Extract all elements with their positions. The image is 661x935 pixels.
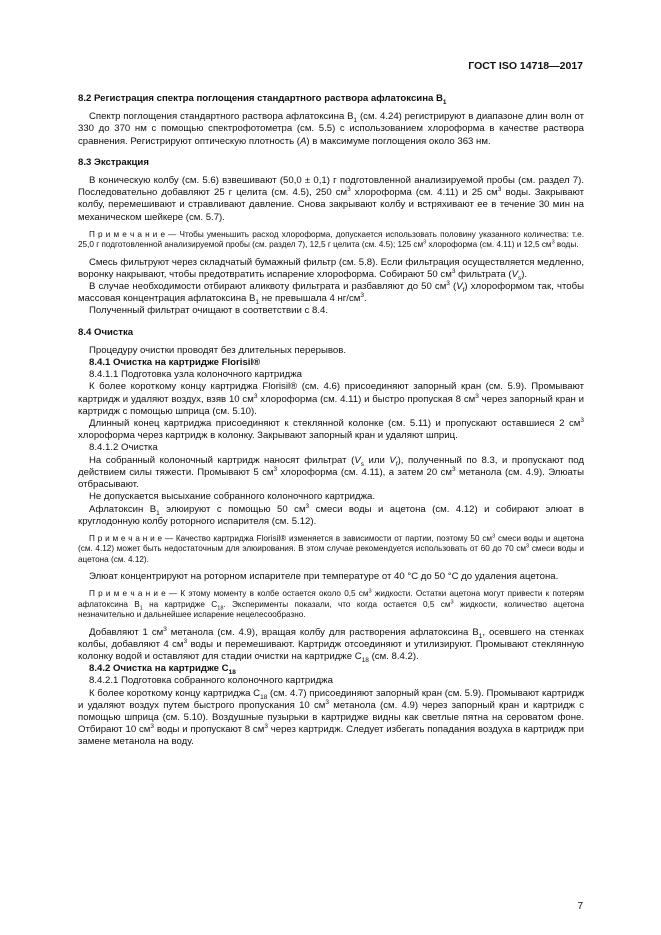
section-8-4-1-2-paragraph-1: На собранный колоночный картридж наносят фильтрат ($V_s$ или $V_f$), полученный по 8.3, и пропускают под действием силы тяжести. Промывают 5 $см^3$ хлороформа (см. 4.11), а затем 20 $см^3$ метанола (см. 4.9). Элюаты отбрасывают. bbox=[78, 454, 584, 491]
section-8-2-title: 8.2 Регистрация спектра поглощения стандартного раствора афлатоксина $B_1$ bbox=[78, 93, 447, 106]
section-8-4-2-1-title: 8.4.2.1 Подготовка собранного колоночного картриджа bbox=[89, 675, 333, 687]
section-8-2-paragraph: Спектр поглощения стандартного раствора афлатоксина $B_1$ (см. 4.24) регистрируют в диапазоне длин волн от 330 до 370 нм с помощью спектрофотометра (см. 5.5) с использованием хлороформа в качестве раствора сравнения. Регистрируют оптическую плотность (A) в максимуме поглощения около 363 нм. bbox=[78, 111, 584, 147]
section-8-4-1-2-note-1: П р и м е ч а н и е — Качество картриджа Florisil® изменяется в зависимости от партии, поэтому 50 $см^3$ смеси воды и ацетона (см. 4.12) может быть недостаточным для элюирования. В этом случае рекомендуется использовать от 60 до 70 $см^3$ смеси воды и ацетона (см. 4.12). bbox=[78, 533, 584, 564]
section-8-4-1-2-paragraph-4: Элюат концентрируют на роторном испарителе при температуре от 40 °C до 50 °C до удаления ацетона. bbox=[89, 571, 559, 583]
section-8-4-1-2-title: 8.4.1.2 Очистка bbox=[89, 442, 158, 454]
section-8-4-1-2-paragraph-3: Афлатоксин $B_1$ элюируют с помощью 50 $см^3$ смеси воды и ацетона (см. 4.12) и собирают элюат в круглодонную колбу роторного испарителя (см. 5.12). bbox=[78, 502, 585, 527]
section-8-3-paragraph-3: В случае необходимости отбирают аликвоту фильтрата и разбавляют до 50 $см^3$ $(V_f)$ хлороформом так, чтобы массовая концентрация афлатоксина $B_1$ не превышала 4 $нг/см^3$. bbox=[78, 279, 584, 307]
section-8-4-title: 8.4 Очистка bbox=[78, 326, 134, 338]
section-8-4-1-1-paragraph-1: К более короткому концу картриджа Florisil® (см. 4.6) присоединяют запорный кран (см. 5.9). Промывают картридж и удаляют воздух, взяв 10 $см^3$ хлороформа (см. 4.11) и быстро пропуская 8 $см^3$ через запорный кран и картридж с помощью шприца (см. 5.10). bbox=[78, 381, 584, 417]
section-8-3-paragraph-2: Смесь фильтруют через складчатый бумажный фильтр (см. 5.8). Если фильтрация осуществляется медленно, воронку накрывают, чтобы предотвратить испарение хлороформа. Собирают 50 $см^3$ фильтрата $(V_s)$. bbox=[78, 256, 584, 282]
section-8-4-1-2-note-2: П р и м е ч а н и е — К этому моменту в колбе остается около 0,5 $см^3$ жидкости. Остатки ацетона могут привести к потерям афлатоксина $B_1$ на картридже $C_{18}$. Эксперименты показали, что когда остается 0,5 $см^3$ жидкости, количество ацетона незначительно и дальнейшее испарение нецелесообразно. bbox=[78, 588, 585, 620]
section-8-4-1-title: 8.4.1 Очистка на картридже Florisil® bbox=[89, 357, 261, 369]
section-8-4-2-1-paragraph-1: К более короткому концу картриджа $C_{18}$ (см. 4.7) присоединяют запорный кран (см. 5.9). Промывают картридж и удаляют воздух путем быстрого пропускания 10 $см^3$ метанола (см. 4.9) через запорный кран и картридж с помощью шприца (см. 5.10). Воздушные пузырьки в картридже видны как светлые пятна на сероватом фоне. Отбирают 10 $см^3$ воды и пропускают 8 $см^3$ через картридж. Следует избегать попадания воздуха в картридж при замене метанола на воду. bbox=[78, 687, 585, 748]
section-8-4-1-1-paragraph-2: Длинный конец картриджа присоединяют к стеклянной колонке (см. 5.11) и пропускают оставшиеся 2 $см^3$ хлороформа через картридж в колонку. Закрывают запорный кран и удаляют шприц. bbox=[78, 416, 584, 442]
section-8-4-paragraph: Процедуру очистки проводят без длительных перерывов. bbox=[89, 344, 346, 356]
page-body bbox=[78, 93, 584, 749]
section-8-3-title: 8.3 Экстракция bbox=[78, 156, 149, 168]
section-8-4-2-title: 8.4.2 Очистка на картридже $C_{18}$ bbox=[89, 663, 236, 677]
section-8-3-paragraph-4: Полученный фильтрат очищают в соответствии с 8.4. bbox=[89, 305, 328, 317]
section-8-3-note: П р и м е ч а н и е — Чтобы уменьшить расход хлороформа, допускается использовать половину указанного количества: т.е. 25,0 г подготовленной анализируемой пробы (см. раздел 7), 12,5 г целита (см. 4.5); 125 $см^3$ хлороформа (см. 4.11) и 12,5 $см^3$ воды. bbox=[78, 229, 584, 250]
section-8-4-1-1-title: 8.4.1.1 Подготовка узла колоночного картриджа bbox=[89, 369, 302, 381]
page-number: 7 bbox=[577, 901, 583, 912]
section-8-4-1-2-paragraph-5: Добавляют 1 $см^3$ метанола (см. 4.9), вращая колбу для растворения афлатоксина $B_1$, осевшего на стенках колбы, добавляют 4 $см^3$ воды и перемешивают. Картридж отсоединяют и утилизируют. Промывают стеклянную колонку водой и оставляют для стадии очистки на картридже $C_{18}$ (см. 8.4.2). bbox=[78, 625, 584, 664]
section-8-4-1-2-paragraph-2: Не допускается высыхание собранного колоночного картриджа. bbox=[89, 491, 376, 503]
document-header: ГОСТ ISO 14718—2017 bbox=[468, 60, 583, 72]
section-8-3-paragraph-1: В коническую колбу (см. 5.6) взвешивают (50,0 ± 0,1) г подготовленной анализируемой пробы (см. раздел 7). Последовательно добавляют 25 г целита (см. 4.5), 250 $см^3$ хлороформа (см. 4.11) и 25 $см^3$ воды. Закрывают колбу, перемешивают и стравливают давление. Снова закрывают колбу и встряхивают ее в течение 30 мин на механическом шейкере (см. 5.7). bbox=[78, 175, 585, 223]
